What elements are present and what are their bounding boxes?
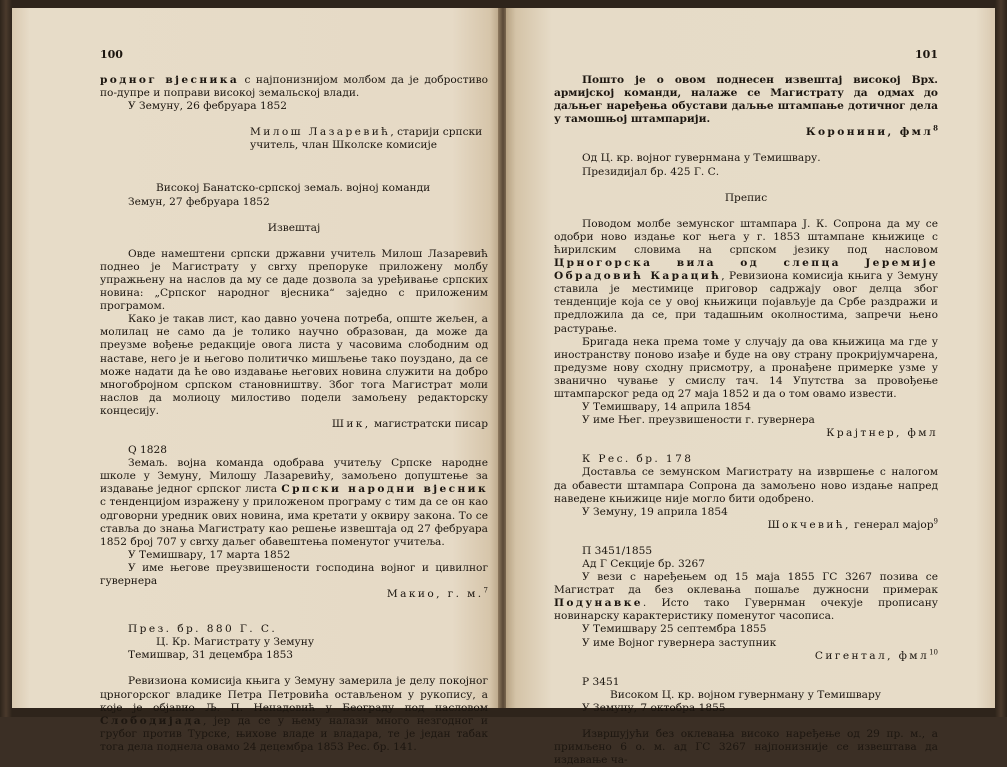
signature xyxy=(554,519,938,532)
paragraph xyxy=(554,218,938,336)
address-line: Високом Ц. кр. војном гувернману у Темишвару xyxy=(610,688,882,701)
footnote-marker: 7 xyxy=(483,586,488,595)
text-span: . Исто тако Гувернман очекује прописану новинарску карактеристику поменутог часописа. xyxy=(554,597,938,623)
text-span: Ревизиона комисија књига у Земуну замерила је делу покојног црногорског владике Петра Петровића остављеном у рукопису, а које је објавио Љ. П. Ненадовић у Београду под насловом xyxy=(100,675,488,714)
reference-number: Ад Г Секције бр. 3267 xyxy=(582,558,705,570)
paragraph: Како је такав лист, као давно уочена потреба, опште жељен, а молилац не само да је толико научно образован, да може да преузме вођење редакције овога листа у часовима слободним од наставе, него је и његово политичко мишљење тако поуздано, да се може надати да ће ово издавање његових новина служити на добро многобројном српском становништву. Због тога Магистрат моли наслов да молиоцу милостиво подели замољену редакторску концесију. xyxy=(100,313,488,417)
page-number-right: 101 xyxy=(915,48,938,61)
text-span: Земаљ. војна команда одобрава учитељу Српске народне школе у Земуну, Милошу Лазаревићу, замољено допуштење за издавање једног српског листа xyxy=(100,457,488,496)
text-line: У име његове преузвишености господина војног и цивилног гувернера xyxy=(100,561,488,587)
text-span: , јер да се у њему налази много незгодног и грубог против Турске, њихове владе и владара, те је један табак тога дела поднела овамо 24 децембра 1853 Рес. бр. 141. xyxy=(100,714,488,753)
signature-title: генерал мајор xyxy=(850,518,934,531)
date-line: У Земуну, 26 фебруара 1852 xyxy=(128,100,287,113)
signature-title: магистратски писар xyxy=(370,417,488,430)
date-line: Темишвар, 31 децембра 1853 xyxy=(128,649,294,662)
text-span: с најпонизнијом молбом да је добростиво по-дупре и поправи високој земальској влади. xyxy=(100,74,488,100)
paragraph: Овде намештени српски државни учитель Милош Лазаревић поднео је Магистрату у свrху препоруке приложену молбу упражњену на наслов да му се даде дозвола за уређивање српских новина: „Српског народног вјесника“ заједно с приложеним програмом. xyxy=(100,247,488,313)
signature xyxy=(554,123,938,139)
footnote-marker: 9 xyxy=(933,517,938,526)
date-line: У Земуну, 7 октобра 1855 xyxy=(582,701,726,714)
text-span: , Ревизиона комисија књига у Земуну ставила је местимице приговор садржају овог делца због тенденције која се у овој књижици појављује да Србе раздражи и предложила да се, при тадашњим околностима, запречи њено растурање. xyxy=(554,270,938,335)
paragraph xyxy=(554,571,938,623)
address-line: Високој Банатско-српској земаљ. војној команди xyxy=(156,182,431,195)
spaced-title: Српски народни вјесник xyxy=(281,483,488,496)
paragraph: Бригада нека према томе у случају да ова књижица ма где у иностранству поново изађе и буде на ову страну прокријумчарена, предузме нову сходну присмотру, а пронађене примерке узме у званично чување у смислу тач. 14 Упутства за провођење штампарског реда од 27 маја 1852 и да о том овамо извести. xyxy=(554,335,938,400)
date-line: У Темишвару 25 септембра 1855 xyxy=(582,623,767,636)
signature-title: , старији српски учитель, члан Школске комисије xyxy=(250,126,483,152)
paragraph xyxy=(100,457,488,549)
right-page-text xyxy=(554,74,938,767)
spaced-title: Слободијада xyxy=(100,714,204,727)
section-heading: Извештај xyxy=(267,221,321,234)
text-span: У вези с наређењем од 15 маја 1855 ГС 3267 позива се Магистрат да без оклевања пошаље дужносни примерак xyxy=(554,571,938,597)
date-line: Земун, 27 фебруара 1852 xyxy=(128,195,270,208)
reference-number: П 3451/1855 xyxy=(582,544,653,557)
text-line xyxy=(100,74,488,100)
text-span: с тенденцијом изражену у приложеном програму с тим да се он као одговорни уредник ових новина, има кретати у оквиру закона. То се ставља до знања Магистрату као решење извештаја од 27 фебруара 1852 број 707 у свrху даљег обавештења поменутог учитеља. xyxy=(100,496,488,548)
left-page-text xyxy=(100,74,488,754)
address-line: Од Ц. кр. војног гувернмана у Темишвару. xyxy=(582,152,821,165)
paragraph: Пошто је о овом поднесен извештај високој Врх. армијској команди, налаже се Магистрату да одмах до даљњег наређења обустави даљње штампање дотичног дела у тамошњој штампарији. xyxy=(554,74,938,126)
date-line: У Темишвару, 14 априла 1854 xyxy=(582,401,751,414)
signature-name: Шик, xyxy=(331,417,371,430)
address-line: Ц. Кр. Магистрату у Земуну xyxy=(156,636,315,649)
date-line: У Темишвару, 17 марта 1852 xyxy=(128,548,291,561)
reference-number: К Рес. бр. 178 xyxy=(582,453,694,466)
text-line: У име Војног гувернера заступник xyxy=(582,636,777,649)
spaced-title: Црногорска вила од слепца Јеремије Обрадовић Карацић xyxy=(554,257,938,283)
date-line: У Земуну, 19 априла 1854 xyxy=(582,505,728,518)
section-heading: Препис xyxy=(724,191,768,204)
reference-number: Q 1828 xyxy=(128,444,168,457)
signature-name: Коронини, фмл xyxy=(805,126,934,139)
page-number-left: 100 xyxy=(100,48,123,61)
signature xyxy=(100,588,488,601)
text-span: Поводом молбе земунског штампара Ј. К. Сопрона да му се одобри ново издање ког њега у г. 1853 штампане књижице с ћирилским словима на српском језику под насловом xyxy=(554,217,938,256)
spaced-title: Подунавке xyxy=(554,597,643,610)
reference-number: През. бр. 880 Г. С. xyxy=(128,623,278,636)
paragraph xyxy=(100,675,488,754)
footnote-marker: 8 xyxy=(933,123,938,133)
signature xyxy=(100,418,488,431)
left-page xyxy=(12,8,500,753)
footnote-marker: 10 xyxy=(929,648,938,657)
signature xyxy=(554,650,938,663)
text-line: У име Њег. преузвишености г. гувернера xyxy=(582,414,815,427)
signature-name: Милош Лазаревић xyxy=(250,126,391,139)
signature: Крајтнер, фмл xyxy=(826,427,938,440)
paragraph: Извршујући без оклевања високо наређење од 29 пр. м., а примљено 6 о. м. ад ГС 3267 најпонизније се извештава да издавање ча- xyxy=(554,728,938,767)
signature xyxy=(100,126,488,152)
right-page xyxy=(506,8,995,767)
spaced-title: родног вјесника xyxy=(100,74,240,86)
signature-name: Шокчевић, xyxy=(767,518,851,531)
signature-name: Макио, г. м. xyxy=(386,588,484,601)
signature-name: Сигентал, фмл xyxy=(814,649,930,662)
reference-number: Президијал бр. 425 Г. С. xyxy=(582,165,720,178)
paragraph: Доставља се земунском Магистрату на извршење с налогом да обавести штампара Сопрона да замољено ново издање напред наведене књижице није могло бити одобрено. xyxy=(554,466,938,505)
reference-number: Р 3451 xyxy=(582,675,620,688)
